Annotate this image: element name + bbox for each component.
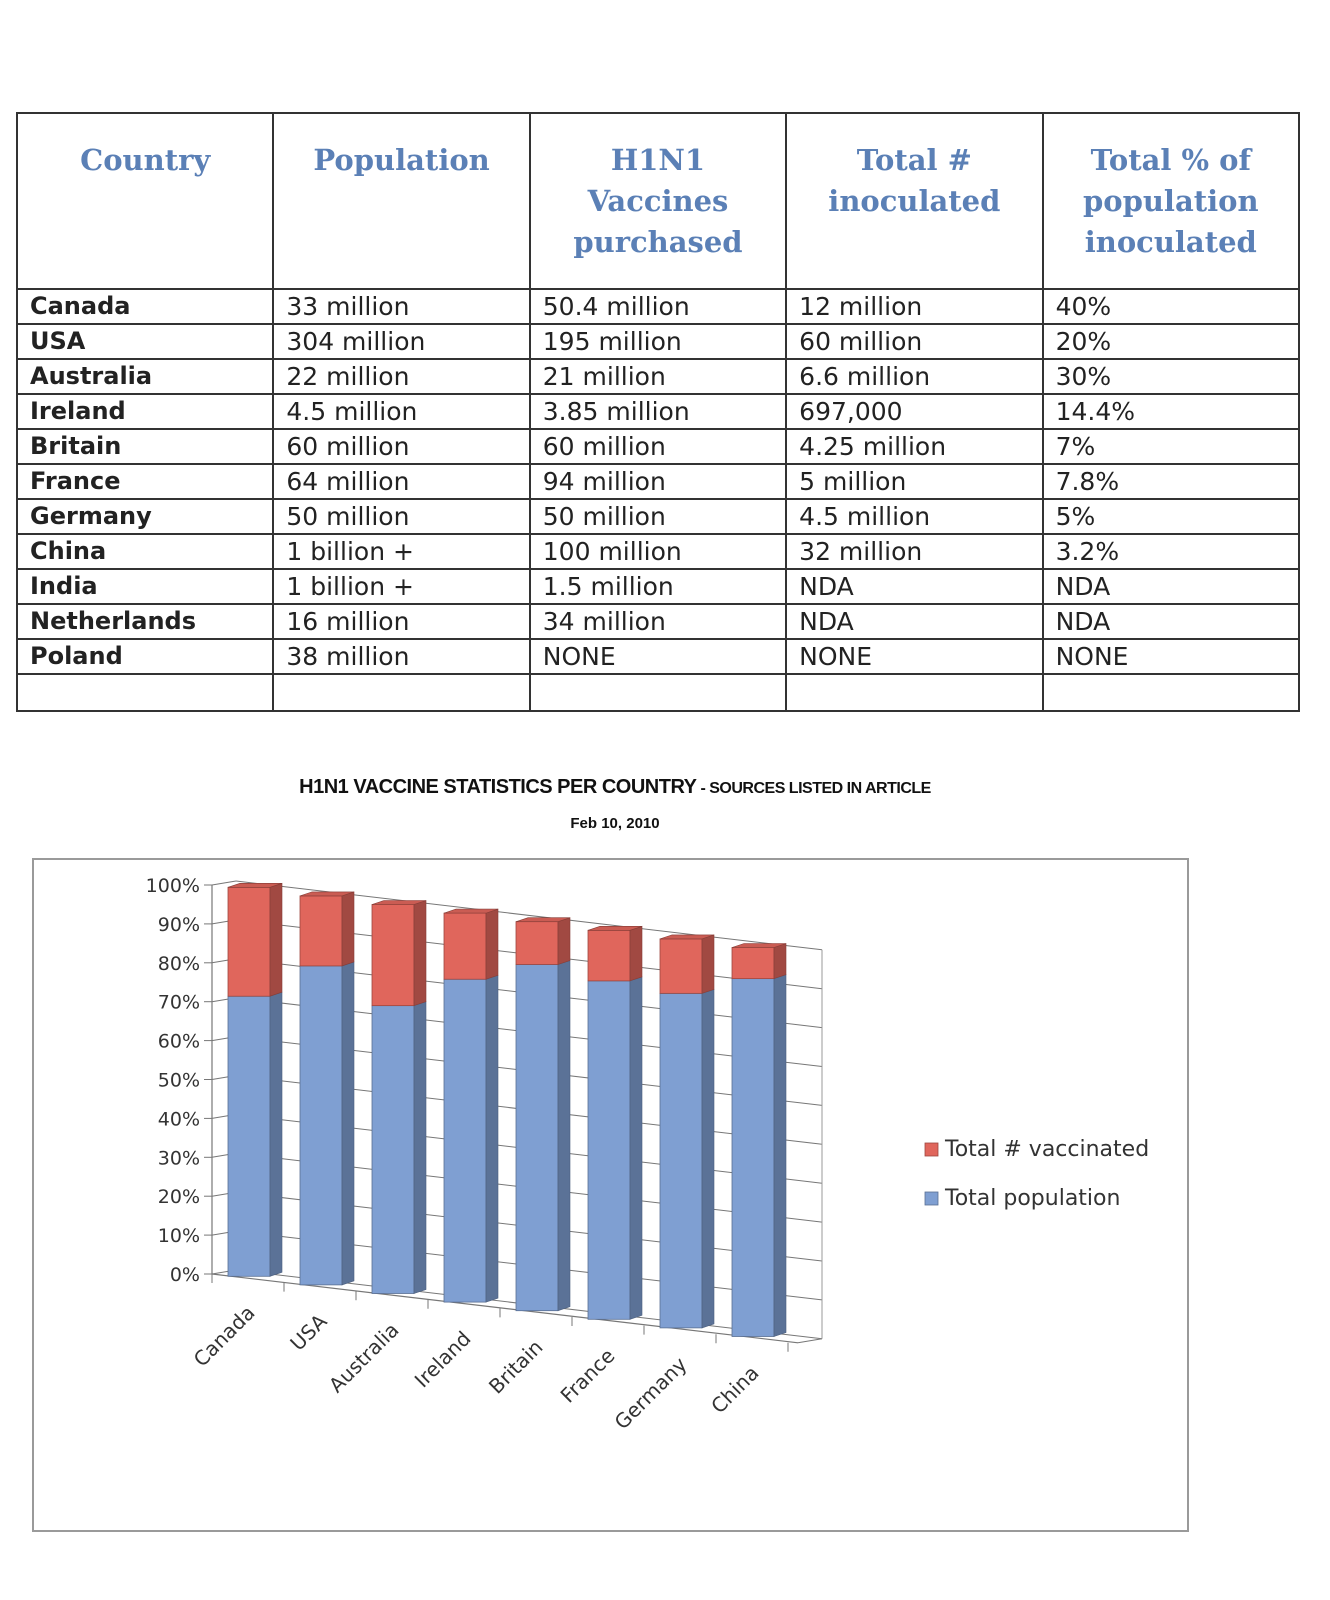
cell-country: USA xyxy=(17,324,273,359)
bar-population-front xyxy=(300,966,342,1285)
cell-vaccines-purchased: 1.5 million xyxy=(530,569,786,604)
bar-population-front xyxy=(588,981,630,1319)
cell-percent-inoculated: 5% xyxy=(1043,499,1299,534)
legend xyxy=(925,1137,1149,1211)
table-row xyxy=(17,324,1299,359)
cell-population: 22 million xyxy=(273,359,529,394)
cell-population: 33 million xyxy=(273,289,529,324)
bar-vaccinated-front xyxy=(516,922,558,965)
cell-vaccines-purchased: 21 million xyxy=(530,359,786,394)
table-row xyxy=(17,569,1299,604)
cell-vaccines-purchased: 195 million xyxy=(530,324,786,359)
bar-population-side xyxy=(342,962,354,1285)
header-population: Population xyxy=(273,113,529,289)
cell-empty xyxy=(786,674,1042,711)
cell-total-inoculated: NDA xyxy=(786,604,1042,639)
cell-population: 304 million xyxy=(273,324,529,359)
bar-vaccinated-front xyxy=(732,948,774,979)
bar-vaccinated-front xyxy=(660,939,702,993)
cell-empty xyxy=(17,674,273,711)
table-row xyxy=(17,604,1299,639)
cell-empty xyxy=(1043,674,1299,711)
bar-population-front xyxy=(516,964,558,1310)
x-category-label: USA xyxy=(285,1309,332,1356)
cell-country: Britain xyxy=(17,429,273,464)
cell-total-inoculated: NONE xyxy=(786,639,1042,674)
table-row xyxy=(17,534,1299,569)
table-row xyxy=(17,429,1299,464)
bar-population-front xyxy=(444,979,486,1302)
table-row xyxy=(17,499,1299,534)
bar-population-side xyxy=(486,975,498,1302)
header-percent-inoculated: Total % of population inoculated xyxy=(1043,113,1299,289)
bar-vaccinated-side xyxy=(702,935,714,993)
cell-vaccines-purchased: 100 million xyxy=(530,534,786,569)
y-tick-label: 30% xyxy=(157,1147,200,1170)
cell-country: Germany xyxy=(17,499,273,534)
header-total-inoculated: Total # inoculated xyxy=(786,113,1042,289)
bar-vaccinated-front xyxy=(300,896,342,966)
cell-total-inoculated: 4.5 million xyxy=(786,499,1042,534)
y-tick-label: 20% xyxy=(157,1186,200,1209)
cell-total-inoculated: NDA xyxy=(786,569,1042,604)
cell-population: 64 million xyxy=(273,464,529,499)
cell-total-inoculated: 32 million xyxy=(786,534,1042,569)
cell-country: Canada xyxy=(17,289,273,324)
cell-total-inoculated: 4.25 million xyxy=(786,429,1042,464)
legend-swatch xyxy=(925,1143,938,1156)
y-tick-label: 60% xyxy=(157,1030,200,1053)
chart-title-suffix: - SOURCES LISTED IN ARTICLE xyxy=(696,780,931,797)
table-body xyxy=(17,289,1299,711)
cell-vaccines-purchased: NONE xyxy=(530,639,786,674)
cell-percent-inoculated: 40% xyxy=(1043,289,1299,324)
cell-percent-inoculated: NDA xyxy=(1043,604,1299,639)
cell-total-inoculated: 6.6 million xyxy=(786,359,1042,394)
bar-vaccinated-side xyxy=(414,901,426,1006)
chart-title-main: H1N1 VACCINE STATISTICS PER COUNTRY xyxy=(299,776,697,798)
cell-empty xyxy=(273,674,529,711)
cell-population: 1 billion + xyxy=(273,569,529,604)
cell-vaccines-purchased: 60 million xyxy=(530,429,786,464)
legend-label: Total # vaccinated xyxy=(945,1137,1150,1162)
bar-population-front xyxy=(228,996,270,1276)
cell-population: 4.5 million xyxy=(273,394,529,429)
bar-vaccinated-front xyxy=(588,930,630,981)
x-category-label: Britain xyxy=(484,1334,548,1399)
cell-population: 60 million xyxy=(273,429,529,464)
table-row-empty xyxy=(17,674,1299,711)
table-row xyxy=(17,289,1299,324)
bar-vaccinated-side xyxy=(342,892,354,966)
cell-percent-inoculated: NDA xyxy=(1043,569,1299,604)
gridline-side xyxy=(212,881,236,885)
chart-svg xyxy=(34,860,1187,1530)
floor-right-edge xyxy=(798,1339,822,1343)
vaccine-stats-table xyxy=(16,112,1300,712)
cell-population: 38 million xyxy=(273,639,529,674)
y-tick-label: 100% xyxy=(145,875,200,897)
chart-area xyxy=(32,858,1189,1532)
bar-vaccinated-side xyxy=(270,883,282,996)
cell-country: Netherlands xyxy=(17,604,273,639)
cell-empty xyxy=(530,674,786,711)
legend-swatch xyxy=(925,1192,938,1205)
y-tick-label: 80% xyxy=(157,952,200,975)
x-category-label: Australia xyxy=(324,1317,404,1398)
gridlines xyxy=(204,881,822,1352)
cell-country: France xyxy=(17,464,273,499)
cell-country: Ireland xyxy=(17,394,273,429)
x-category-label: Germany xyxy=(609,1352,692,1435)
bar-population-side xyxy=(702,989,714,1328)
cell-vaccines-purchased: 3.85 million xyxy=(530,394,786,429)
cell-population: 1 billion + xyxy=(273,534,529,569)
cell-population: 16 million xyxy=(273,604,529,639)
cell-percent-inoculated: 30% xyxy=(1043,359,1299,394)
bar-population-front xyxy=(660,993,702,1328)
bar-population-side xyxy=(774,975,786,1337)
table-row xyxy=(17,359,1299,394)
cell-population: 50 million xyxy=(273,499,529,534)
y-tick-label: 40% xyxy=(157,1108,200,1131)
y-tick-label: 0% xyxy=(169,1264,200,1286)
cell-vaccines-purchased: 94 million xyxy=(530,464,786,499)
bar-vaccinated-side xyxy=(630,926,642,981)
x-category-label: Ireland xyxy=(409,1326,476,1393)
y-tick-label: 10% xyxy=(157,1225,200,1248)
bar-population-side xyxy=(270,992,282,1276)
cell-vaccines-purchased: 34 million xyxy=(530,604,786,639)
bar-population-side xyxy=(558,960,570,1310)
bar-population-side xyxy=(414,1002,426,1294)
cell-percent-inoculated: 20% xyxy=(1043,324,1299,359)
cell-percent-inoculated: 7% xyxy=(1043,429,1299,464)
x-category-label: Canada xyxy=(188,1300,260,1372)
x-category-label: France xyxy=(555,1343,620,1408)
cell-total-inoculated: 60 million xyxy=(786,324,1042,359)
header-vaccines-purchased: H1N1 Vaccines purchased xyxy=(530,113,786,289)
chart-title xyxy=(0,776,1230,799)
table-row xyxy=(17,464,1299,499)
header-country: Country xyxy=(17,113,273,289)
cell-vaccines-purchased: 50 million xyxy=(530,499,786,534)
cell-country: Poland xyxy=(17,639,273,674)
legend-label: Total population xyxy=(945,1186,1121,1211)
table-header-row xyxy=(17,113,1299,289)
cell-percent-inoculated: NONE xyxy=(1043,639,1299,674)
cell-country: Australia xyxy=(17,359,273,394)
cell-country: China xyxy=(17,534,273,569)
cell-total-inoculated: 12 million xyxy=(786,289,1042,324)
bar-population-side xyxy=(630,977,642,1319)
y-tick-label: 50% xyxy=(157,1069,200,1092)
cell-total-inoculated: 697,000 xyxy=(786,394,1042,429)
cell-vaccines-purchased: 50.4 million xyxy=(530,289,786,324)
y-tick-label: 90% xyxy=(157,913,200,936)
cell-percent-inoculated: 7.8% xyxy=(1043,464,1299,499)
chart-subtitle-date: Feb 10, 2010 xyxy=(570,815,660,832)
cell-total-inoculated: 5 million xyxy=(786,464,1042,499)
bar-vaccinated-side xyxy=(486,909,498,979)
x-category-label: China xyxy=(706,1360,764,1419)
cell-percent-inoculated: 3.2% xyxy=(1043,534,1299,569)
bar-vaccinated-side xyxy=(774,944,786,979)
bar-vaccinated-front xyxy=(228,887,270,996)
bar-population-front xyxy=(372,1006,414,1294)
y-tick-label: 70% xyxy=(157,991,200,1014)
bar-vaccinated-front xyxy=(372,905,414,1006)
bar-vaccinated-front xyxy=(444,913,486,979)
table-row xyxy=(17,639,1299,674)
cell-country: India xyxy=(17,569,273,604)
table-row xyxy=(17,394,1299,429)
cell-percent-inoculated: 14.4% xyxy=(1043,394,1299,429)
bar-population-front xyxy=(732,979,774,1337)
bar-vaccinated-side xyxy=(558,918,570,965)
